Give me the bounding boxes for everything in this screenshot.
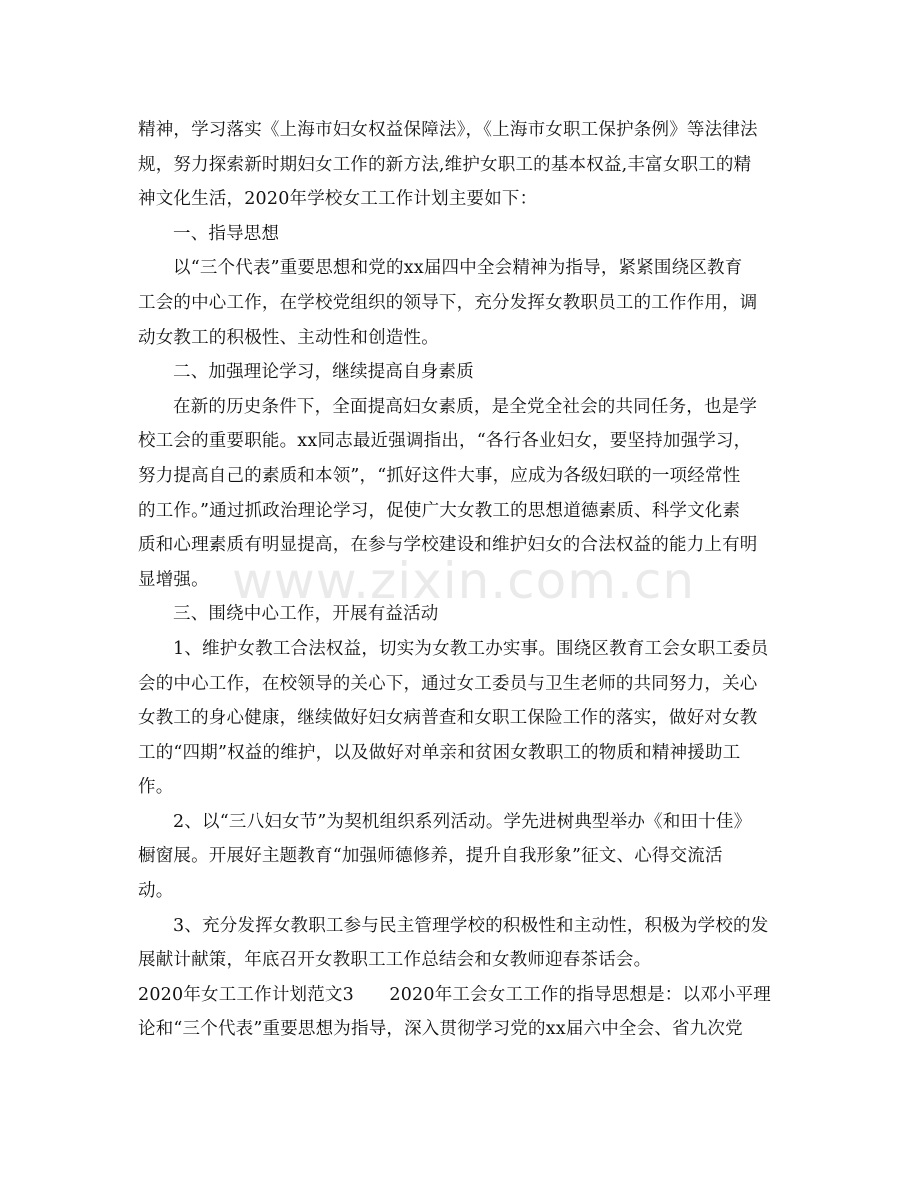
body-line: 女教工的身心健康，继续做好妇女病普查和女职工保险工作的落实，做好对女教 (138, 708, 758, 729)
body-line: 努力提高自己的素质和本领”，“抓好这件大事，应成为各级妇联的一项经常性 (138, 465, 741, 486)
body-line: 在新的历史条件下，全面提高妇女素质，是全党全社会的共同任务，也是学 (173, 396, 758, 417)
section-heading-1: 一、指导思想 (173, 223, 280, 244)
body-line: 精神，学习落实《上海市妇女权益保障法》，《上海市女职工保护条例》等法律法 (138, 120, 758, 140)
body-line: 会的中心工作，在校领导的关心下，通过女工委员与卫生老师的共同努力，关心 (138, 673, 758, 694)
body-line: 橱窗展。开展好主题教育“加强师德修养，提升自我形象”征文、心得交流活 (138, 846, 723, 867)
section-heading-2: 二、加强理论学习，继续提高自身素质 (173, 362, 474, 383)
body-line: 显增强。 (138, 569, 209, 590)
body-line: 工的“四期”权益的维护，以及做好对单亲和贫困女教职工的物质和精神援助工 (138, 742, 741, 763)
body-line: 质和心理素质有明显提高，在参与学校建设和维护妇女的合法权益的能力上有明 (138, 535, 758, 556)
body-line: 工会的中心工作，在学校党组织的领导下，充分发挥女教职员工的工作作用，调 (138, 292, 758, 313)
body-line: 3、充分发挥女教职工参与民主管理学校的积极性和主动性，积极为学校的发 (173, 915, 769, 936)
body-line: 神文化生活，2020年学校女工工作计划主要如下： (138, 189, 538, 210)
watermark: www.zixin.com.cn (232, 552, 696, 610)
body-line: 的工作。”通过抓政治理论学习，促使广大女教工的思想道德素质、科学文化素 (138, 500, 741, 521)
body-line: 2020年女工工作计划范文3 2020年工会女工工作的指导思想是：以邓小平理 (138, 984, 772, 1005)
body-line: 动。 (138, 881, 174, 902)
body-line: 作。 (138, 777, 174, 798)
body-line: 展献计献策，年底召开女教职工工作总结会和女教师迎春茶话会。 (138, 950, 652, 971)
body-line: 论和“三个代表”重要思想为指导，深入贯彻学习党的xx届六中全会、省九次党 (138, 1019, 743, 1040)
body-line: 以“三个代表”重要思想和党的xx届四中全会精神为指导，紧紧围绕区教育 (173, 258, 743, 279)
body-line: 动女教工的积极性、主动性和创造性。 (138, 327, 439, 348)
section-heading-3: 三、围绕中心工作，开展有益活动 (173, 604, 439, 625)
body-line: 校工会的重要职能。xx同志最近强调指出，“各行各业妇女，要坚持加强学习， (138, 431, 752, 452)
document-body (138, 113, 783, 1047)
body-line: 规，努力探索新时期妇女工作的新方法,维护女职工的基本权益,丰富女职工的精 (138, 154, 752, 175)
body-line: 1、维护女教工合法权益，切实为女教工办实事。围绕区教育工会女职工委员 (173, 638, 769, 659)
body-line: 2、以“三八妇女节”为契机组织系列活动。学先进树典型举办《和田十佳》 (173, 811, 752, 832)
